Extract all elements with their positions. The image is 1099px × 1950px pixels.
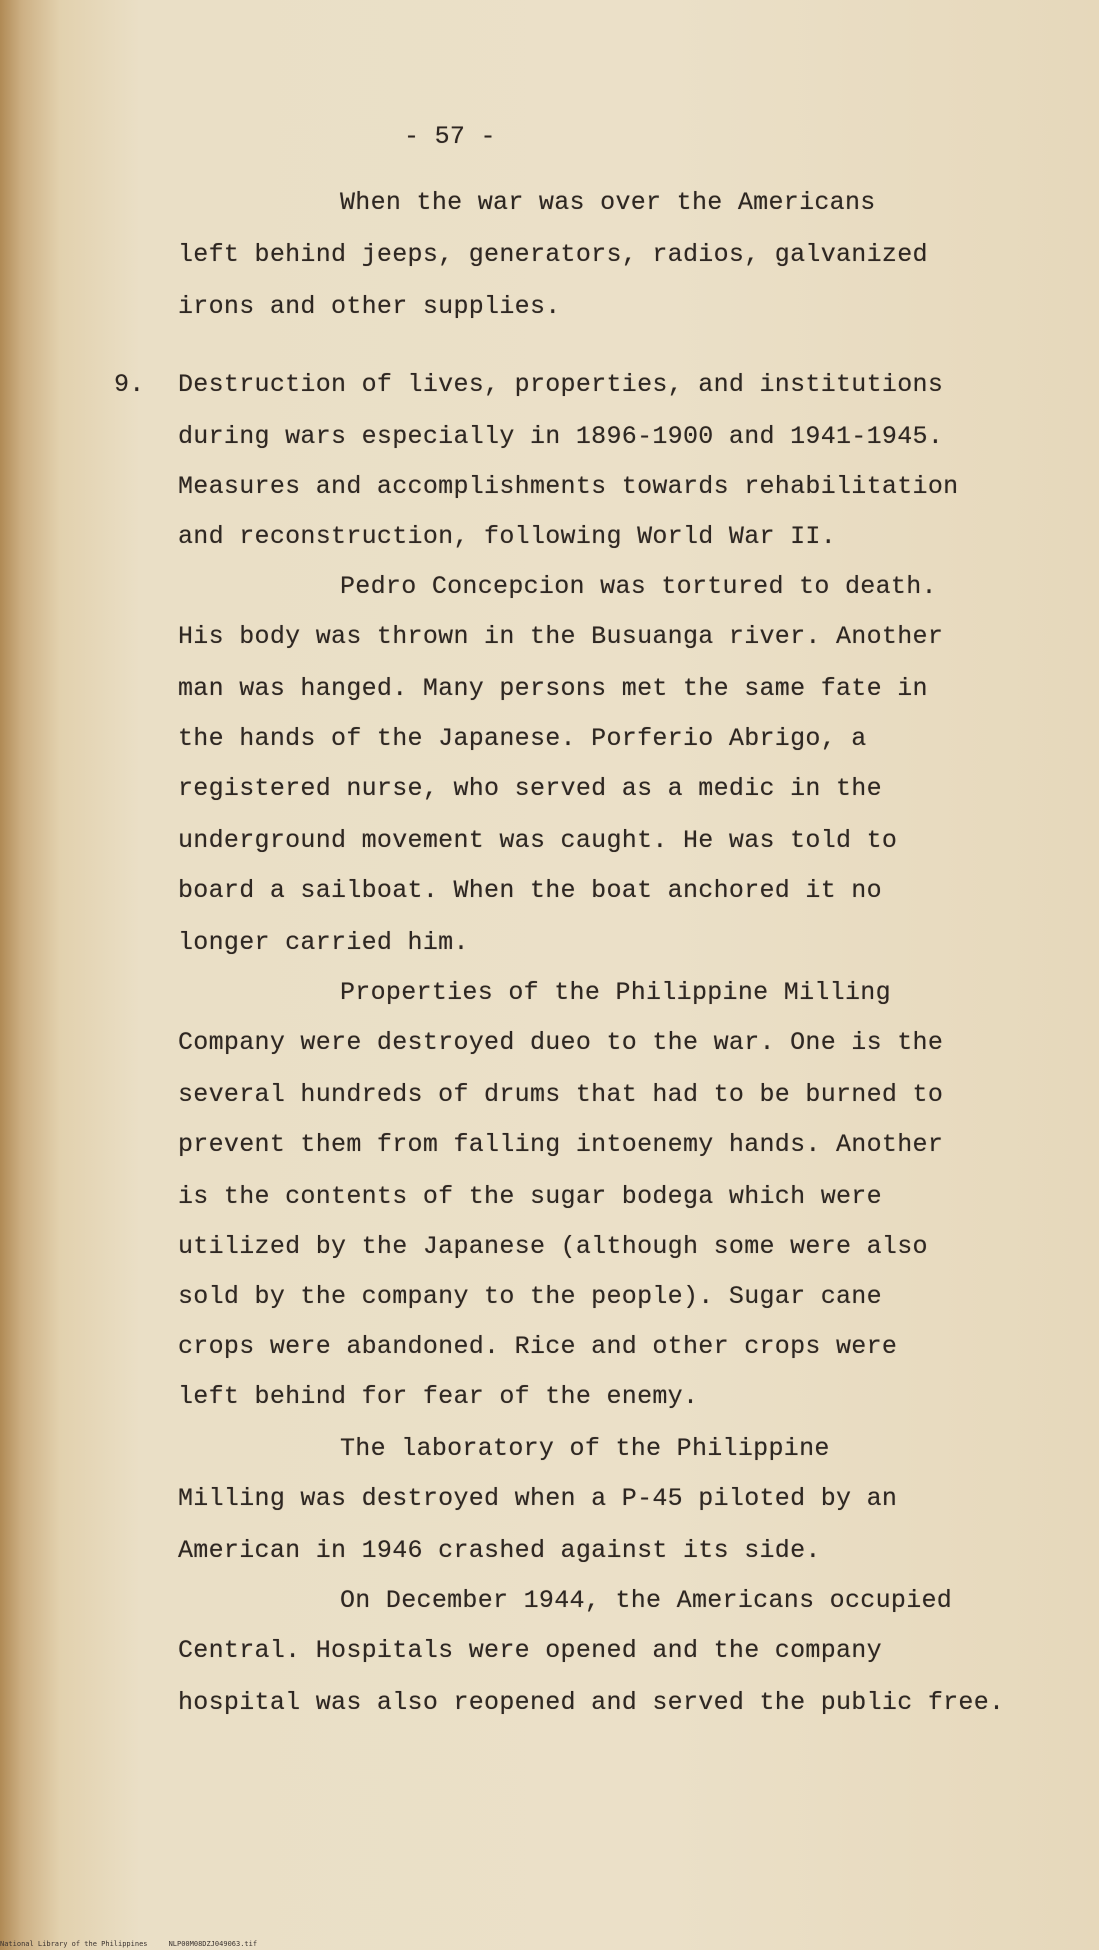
text-line: left behind for fear of the enemy.: [178, 1382, 699, 1411]
text-line: board a sailboat. When the boat anchored it no: [178, 876, 882, 905]
scan-footer: National Library of the Philippines NLP00M08DZJ049063.tif: [0, 1940, 258, 1948]
item-number: 9.: [114, 370, 145, 399]
text-line: crops were abandoned. Rice and other crops were: [178, 1332, 898, 1361]
text-line: and reconstruction, following World War II.: [178, 522, 837, 551]
text-line: registered nurse, who served as a medic in the: [178, 774, 882, 803]
text-line: When the war was over the Americans: [340, 188, 876, 217]
text-line: utilized by the Japanese (although some were also: [178, 1232, 928, 1261]
text-line: the hands of the Japanese. Porferio Abrigo, a: [178, 724, 867, 753]
text-line: Pedro Concepcion was tortured to death.: [340, 572, 937, 601]
text-line: underground movement was caught. He was told to: [178, 826, 898, 855]
text-line: Company were destroyed dueo to the war. One is the: [178, 1028, 944, 1057]
text-line: Measures and accomplishments towards rehabilitation: [178, 472, 959, 501]
text-line: On December 1944, the Americans occupied: [340, 1586, 953, 1615]
text-line: left behind jeeps, generators, radios, galvanized: [178, 240, 928, 269]
text-line: Milling was destroyed when a P-45 piloted by an: [178, 1484, 898, 1513]
text-line: sold by the company to the people). Sugar cane: [178, 1282, 882, 1311]
text-line: His body was thrown in the Busuanga river. Another: [178, 622, 944, 651]
text-line: Destruction of lives, properties, and institutions: [178, 370, 944, 399]
text-line: The laboratory of the Philippine: [340, 1434, 830, 1463]
page-number: - 57 -: [404, 122, 496, 151]
text-line: longer carried him.: [178, 928, 469, 957]
text-line: prevent them from falling intoenemy hands. Another: [178, 1130, 944, 1159]
text-line: American in 1946 crashed against its side.: [178, 1536, 821, 1565]
text-line: man was hanged. Many persons met the same fate in: [178, 674, 928, 703]
text-line: during wars especially in 1896-1900 and 1941-1945.: [178, 422, 944, 451]
text-line: is the contents of the sugar bodega which were: [178, 1182, 882, 1211]
text-line: hospital was also reopened and served the public free.: [178, 1688, 1005, 1717]
text-line: Central. Hospitals were opened and the company: [178, 1636, 882, 1665]
text-line: several hundreds of drums that had to be burned to: [178, 1080, 944, 1109]
text-line: irons and other supplies.: [178, 292, 561, 321]
text-line: Properties of the Philippine Milling: [340, 978, 891, 1007]
